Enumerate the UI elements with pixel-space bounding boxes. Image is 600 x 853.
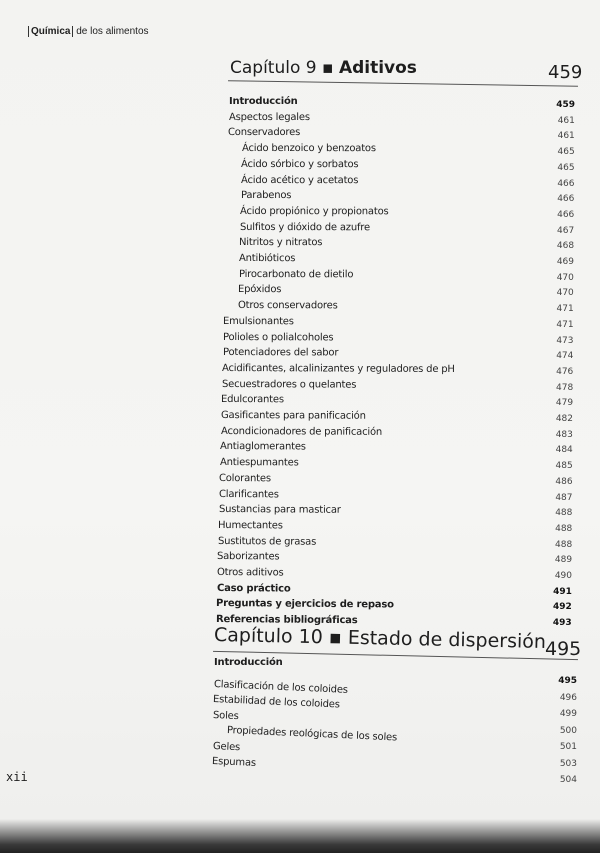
toc-entry: Geles (212, 740, 240, 753)
toc-page-number: 461 (557, 131, 575, 142)
chapter-label: Capítulo 9 (230, 58, 317, 78)
toc-page-number: 461 (557, 115, 575, 126)
toc-page-number: 465 (557, 147, 575, 158)
chapter-title: Estado de dispersión (347, 626, 547, 653)
toc-entry: Potenciadores del sabor (222, 347, 338, 359)
toc-entry: Espumas (211, 756, 257, 769)
running-header (28, 26, 149, 37)
book-title-suffix: de los alimentos (76, 26, 149, 37)
toc-page-number: 466 (557, 194, 575, 205)
toc-page-number: 473 (556, 335, 574, 346)
toc-entry: Pirocarbonato de dietilo (238, 268, 353, 281)
toc-entry: Humectantes (218, 519, 283, 532)
toc-entry: Introducción (214, 657, 283, 668)
toc-entry: Gasificantes para panificación (220, 410, 366, 422)
chapter-10-page: 495 (545, 638, 582, 660)
toc-entry: Sustitutos de grasas (217, 535, 316, 548)
toc-page-number: 499 (559, 709, 577, 719)
toc-page-number: 490 (554, 571, 572, 581)
toc-entry: Colorantes (219, 472, 272, 485)
toc-entry: Antiaglomerantes (220, 441, 307, 453)
chapter-title: Aditivos (338, 58, 417, 78)
toc-entry: Propiedades reológicas de los soles (226, 725, 398, 744)
page-folio: xii (6, 770, 28, 784)
toc-entry: Clasificación de los coloides (213, 678, 348, 696)
toc-entry: Otros conservadores (237, 300, 338, 312)
toc-page-number: 504 (559, 775, 577, 785)
toc-page-number: 476 (556, 366, 574, 377)
toc-entry: Emulsionantes (223, 315, 295, 328)
chapter-9-page: 459 (548, 62, 583, 83)
toc-page-number: 487 (555, 492, 573, 503)
book-title-prefix: Química (28, 26, 73, 37)
toc-entry: Ácido benzoico y benzoatos (241, 143, 376, 155)
toc-entry: Aspectos legales (228, 111, 310, 123)
toc-page-number: 467 (557, 225, 575, 236)
chapter-label: Capítulo 10 (213, 624, 324, 649)
toc-page-number: 471 (556, 304, 574, 315)
toc-entry: Ácido acético y acetatos (240, 174, 359, 186)
toc-page-number: 469 (556, 257, 574, 267)
toc-entry: Soles (212, 709, 239, 722)
toc-entry: Antiespumantes (219, 457, 299, 469)
toc-page-number: 491 (553, 586, 572, 597)
toc-entry: Estabilidad de los coloides (213, 694, 341, 711)
toc-entry: Parabenos (240, 190, 291, 202)
toc-page-number: 468 (556, 241, 575, 252)
toc-page-number: 486 (555, 476, 573, 487)
toc-page-number: 495 (558, 676, 577, 686)
toc-page-number: 493 (552, 618, 572, 629)
toc-entry: Saborizantes (217, 551, 280, 563)
toc-entry: Clarificantes (218, 488, 279, 500)
chapter-10-heading (214, 624, 546, 653)
bullet-separator: ▪ (328, 626, 343, 649)
toc-entry: Preguntas y ejercicios de repaso (216, 598, 395, 611)
toc-page-number: 470 (556, 272, 574, 283)
toc-entry: Secuestradores o quelantes (221, 378, 357, 391)
toc-entry: Ácido sórbico y sorbatos (241, 158, 359, 170)
toc-page-number: 484 (555, 445, 573, 456)
toc-entry: Sustancias para masticar (218, 504, 341, 516)
toc-page-number: 479 (555, 398, 574, 409)
toc-entry: Caso práctico (216, 582, 291, 595)
toc-page-number: 470 (556, 288, 574, 299)
toc-entry: Acidificantes, alcalinizantes y reguladores de pH (222, 362, 455, 375)
toc-page-number: 459 (556, 100, 575, 110)
toc-page-number: 485 (555, 461, 573, 472)
chapter-9-heading (230, 58, 417, 78)
toc-page-number: 489 (554, 555, 573, 566)
toc-page-number: 466 (557, 209, 575, 220)
toc-page-number: 478 (556, 382, 574, 393)
toc-page-number: 492 (553, 602, 572, 613)
toc-entry: Acondicionadores de panificación (220, 425, 382, 438)
toc-entry: Sulfitos y dióxido de azufre (239, 221, 370, 233)
toc-entry: Ácido propiónico y propionatos (240, 205, 389, 218)
toc-page-number: 482 (555, 414, 573, 424)
bullet-separator: ▪ (322, 58, 334, 78)
toc-page-number: 471 (556, 319, 574, 330)
toc-page-number: 474 (556, 351, 574, 362)
toc-entry: Edulcorantes (221, 394, 285, 406)
toc-page-number: 488 (555, 539, 573, 550)
toc-entry: Otros aditivos (216, 567, 284, 579)
chapter-9-rule (228, 80, 578, 86)
toc-page-number: 465 (557, 162, 575, 173)
toc-entry: Conservadores (228, 127, 301, 139)
toc-entry: Introducción (229, 96, 298, 107)
toc-page-number: 503 (559, 758, 577, 769)
toc-page-number: 466 (557, 178, 575, 189)
toc-page-number: 488 (555, 508, 573, 519)
toc-entry: Antibióticos (238, 253, 296, 265)
toc-page-number: 501 (559, 742, 577, 752)
toc-entry: Referencias bibliográficas (215, 614, 358, 627)
toc-entry: Epóxidos (238, 284, 282, 296)
toc-page-number: 500 (559, 725, 577, 736)
toc-entry: Polioles o polialcoholes (222, 331, 334, 343)
toc-page-number: 496 (559, 692, 577, 703)
toc-page-number: 488 (555, 523, 573, 534)
toc-page-number: 483 (555, 429, 573, 440)
toc-entry: Nitritos y nitratos (239, 237, 323, 249)
